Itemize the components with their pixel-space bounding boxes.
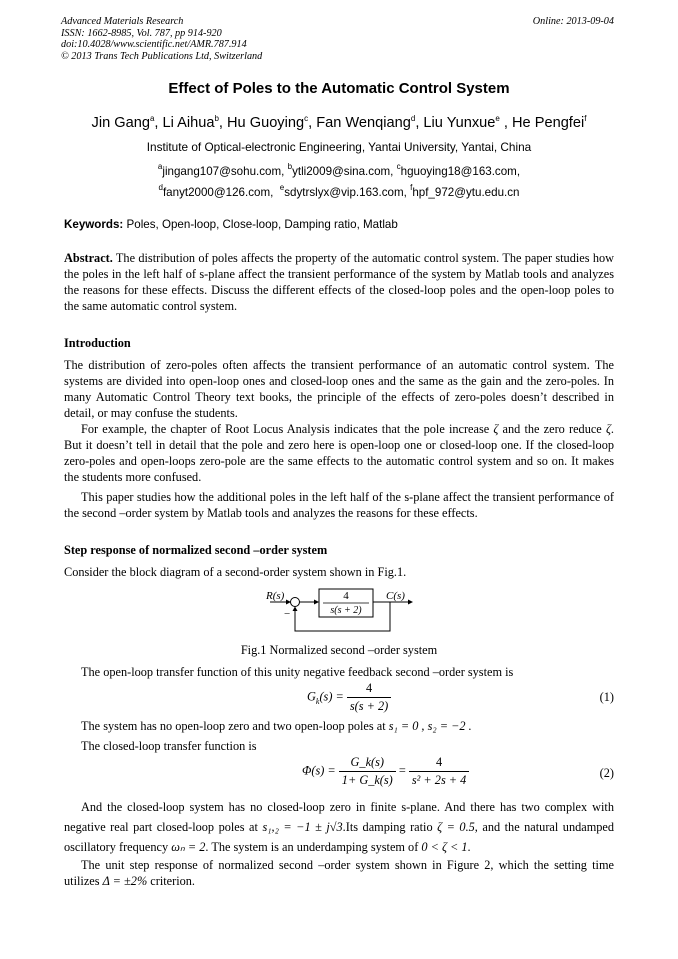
p6-text: The unit step response of normalized second –order system shown in Figure 2, which the setting time utilizes [64,858,614,888]
doi: doi:10.4028/www.scientific.net/AMR.787.914 [61,39,247,51]
open-loop-poles: s₁ = 0 , s₂ = −2 . [388,719,472,733]
author: Liu Yunxue [423,115,496,131]
diagram-input-label: R(s) [266,590,285,602]
email-mark: a [157,162,163,171]
p3-text: The system has no open-loop zero and two open-loop poles at [81,719,386,733]
email[interactable]: jingang107@sohu.com, [162,165,285,178]
email[interactable]: sdytrslyx@vip.163.com, [284,186,407,199]
author-affil-mark: b [214,114,219,123]
email-mark: e [279,183,285,192]
zeta-symbol: ζ [605,422,611,436]
intro-paragraph-2 [64,422,614,486]
block-diagram [258,585,418,637]
email[interactable]: hguoying18@163.com, [400,165,521,178]
eq2-denominator-2: s² + 2s + 4 [411,773,467,787]
block-denominator: s(s + 2) [330,605,362,616]
paper-title: Effect of Poles to the Automatic Control System [168,80,510,97]
equation-1 [307,681,391,714]
intro-paragraph-3: This paper studies how the additional poles in the left half of the s-plane affect the transient performance of the second –order system by Matlab tools and analyzes the reasons for these effects. [64,490,614,520]
output-arrowhead [408,600,413,605]
email-mark: b [287,162,293,171]
p5-text: , and the natural undamped oscillatory frequency [64,820,615,854]
section2-paragraph-3 [81,719,631,734]
online-date: Online: 2013-09-04 [532,16,614,27]
eq2-equals: = [398,763,406,778]
email-line-2 [0,183,678,199]
equation-2-number: (2) [599,766,614,780]
eq1-denominator: s(s + 2) [349,699,389,713]
summing-junction [291,598,300,607]
email[interactable]: ytli2009@sina.com, [292,165,394,178]
author: Li Aihua [162,115,215,131]
author-affil-mark: d [410,114,416,123]
email-line-1 [0,162,678,178]
block-numerator: 4 [343,590,349,602]
equation-2 [302,755,469,788]
journal-header [61,16,614,62]
affiliation: Institute of Optical-electronic Engineering, Yantai University, Yantai, China [146,140,532,154]
eq1-numerator: 4 [347,681,391,698]
email-mark: d [158,183,163,192]
intro-p2-text: . But it doesn’t tell in detail that the pole and zero here is open-loop one or closed-loop one. If the closed-loop zero-poles and open-loops zero-pole are the same effects to the automatic control system and so on. It makes the students more confused. [64,422,614,484]
intro-p2-text: For example, the chapter of Root Locus Analysis indicates that the pole increase [81,422,490,436]
keywords-text: Poles, Open-loop, Close-loop, Damping ratio, Matlab [126,218,398,231]
eq1-fraction [347,681,391,714]
eq2-numerator-2: 4 [409,755,469,772]
keywords-label: Keywords: [64,218,124,231]
eq1-lhs: G [307,689,316,704]
email-mark: c [396,162,401,171]
feedback-arrowhead [293,607,298,612]
journal-name: Advanced Materials Research [61,16,184,27]
closed-loop-poles: s₁,₂ = −1 ± j√3 [262,820,343,834]
forward-arrowhead [314,600,319,605]
equation-1-number: (1) [599,690,614,704]
damping-ratio: ζ = 0.5 [437,820,475,834]
eq2-lhs: Φ(s) = [302,763,336,778]
eq1-lhs-arg: (s) = [319,689,344,704]
author: Fan Wenqiang [316,115,411,131]
intro-p2-text: and the zero reduce [502,422,602,436]
section-heading-introduction: Introduction [64,336,131,350]
section2-paragraph-2: The open-loop transfer function of this unity negative feedback second –order system is [81,665,514,679]
issn: ISSN: 1662-8985, Vol. 787, pp 914-920 [61,27,222,39]
eq2-denominator-1: 1+ G_k(s) [341,773,393,787]
author-affil-mark: e [495,114,500,123]
diagram-output-label: C(s) [386,590,405,602]
section2-paragraph-4: The closed-loop transfer function is [81,739,257,753]
author: Jin Gang [91,115,150,131]
p6-text: criterion. [150,873,196,888]
p5-text: . The system is an underdamping system of [205,840,419,854]
section2-paragraph-1: Consider the block diagram of a second-order system shown in Fig.1. [64,565,407,579]
figure-1-caption: Fig.1 Normalized second –order system [240,643,438,657]
eq2-numerator-1: G_k(s) [339,755,396,772]
email[interactable]: fanyt2000@126.com, [162,186,274,199]
section2-paragraph-6 [64,858,614,890]
section2-paragraph-5 [64,797,614,857]
author-affil-mark: c [304,114,309,123]
intro-paragraph-1: The distribution of zero-poles often affects the transient performance of an automatic control system. The systems are divided into open-loop ones and closed-loop ones and the same as the gain and the zero-poles. In many Automatic Control Theory text books, the principle of the effects of zero-poles doesn’t described in detail, or may confuse the students. [64,358,614,420]
p5-text: .Its damping ratio [342,820,433,834]
zeta-symbol: ζ [493,422,499,436]
author-affil-mark: f [584,114,587,123]
abstract-label: Abstract. [64,251,113,265]
author: Hu Guoying [227,115,305,131]
copyright: © 2013 Trans Tech Publications Ltd, Switzerland [61,50,263,62]
abstract-text: The distribution of poles affects the property of the automatic control system. The paper studies how the poles in the left half of s-plane affect the transient performance of the system by Matlab tools and analyzes the reasons for these effects. Discuss the different effects of the closed-loop poles and the open-loop poles to the same automatic control system. [64,251,614,313]
eq2-fraction-1 [339,755,396,788]
keywords [64,218,398,231]
author-affil-mark: a [149,114,155,123]
author-list: Jin Gang$^a$, Li Aihua$^b$, Hu Guoying$^c$, Fan Wenqiang$^d$, Liu Yunxue$^e$ , He Pengfei$^f$ [91,114,587,131]
natural-frequency: ωₙ = 2 [171,840,206,854]
eq1-lhs-sub: k [315,696,320,706]
section-heading-step-response: Step response of normalized second –order system [64,543,328,557]
author: He Pengfei [512,115,585,131]
damping-range: 0 < ζ < 1 [421,840,468,854]
email[interactable]: hpf_972@ytu.edu.cn [412,186,520,199]
p5-text: . [467,840,471,854]
email-mark: f [410,183,413,192]
eq2-fraction-2 [409,755,469,788]
abstract [64,251,614,315]
settling-criterion: Δ = ±2% [102,873,148,888]
minus-sign: − [284,608,291,620]
p5-text: And the closed-loop system has no closed-loop zero in finite s-plane. And there has two complex with negative real part closed-loop poles at [64,800,614,834]
